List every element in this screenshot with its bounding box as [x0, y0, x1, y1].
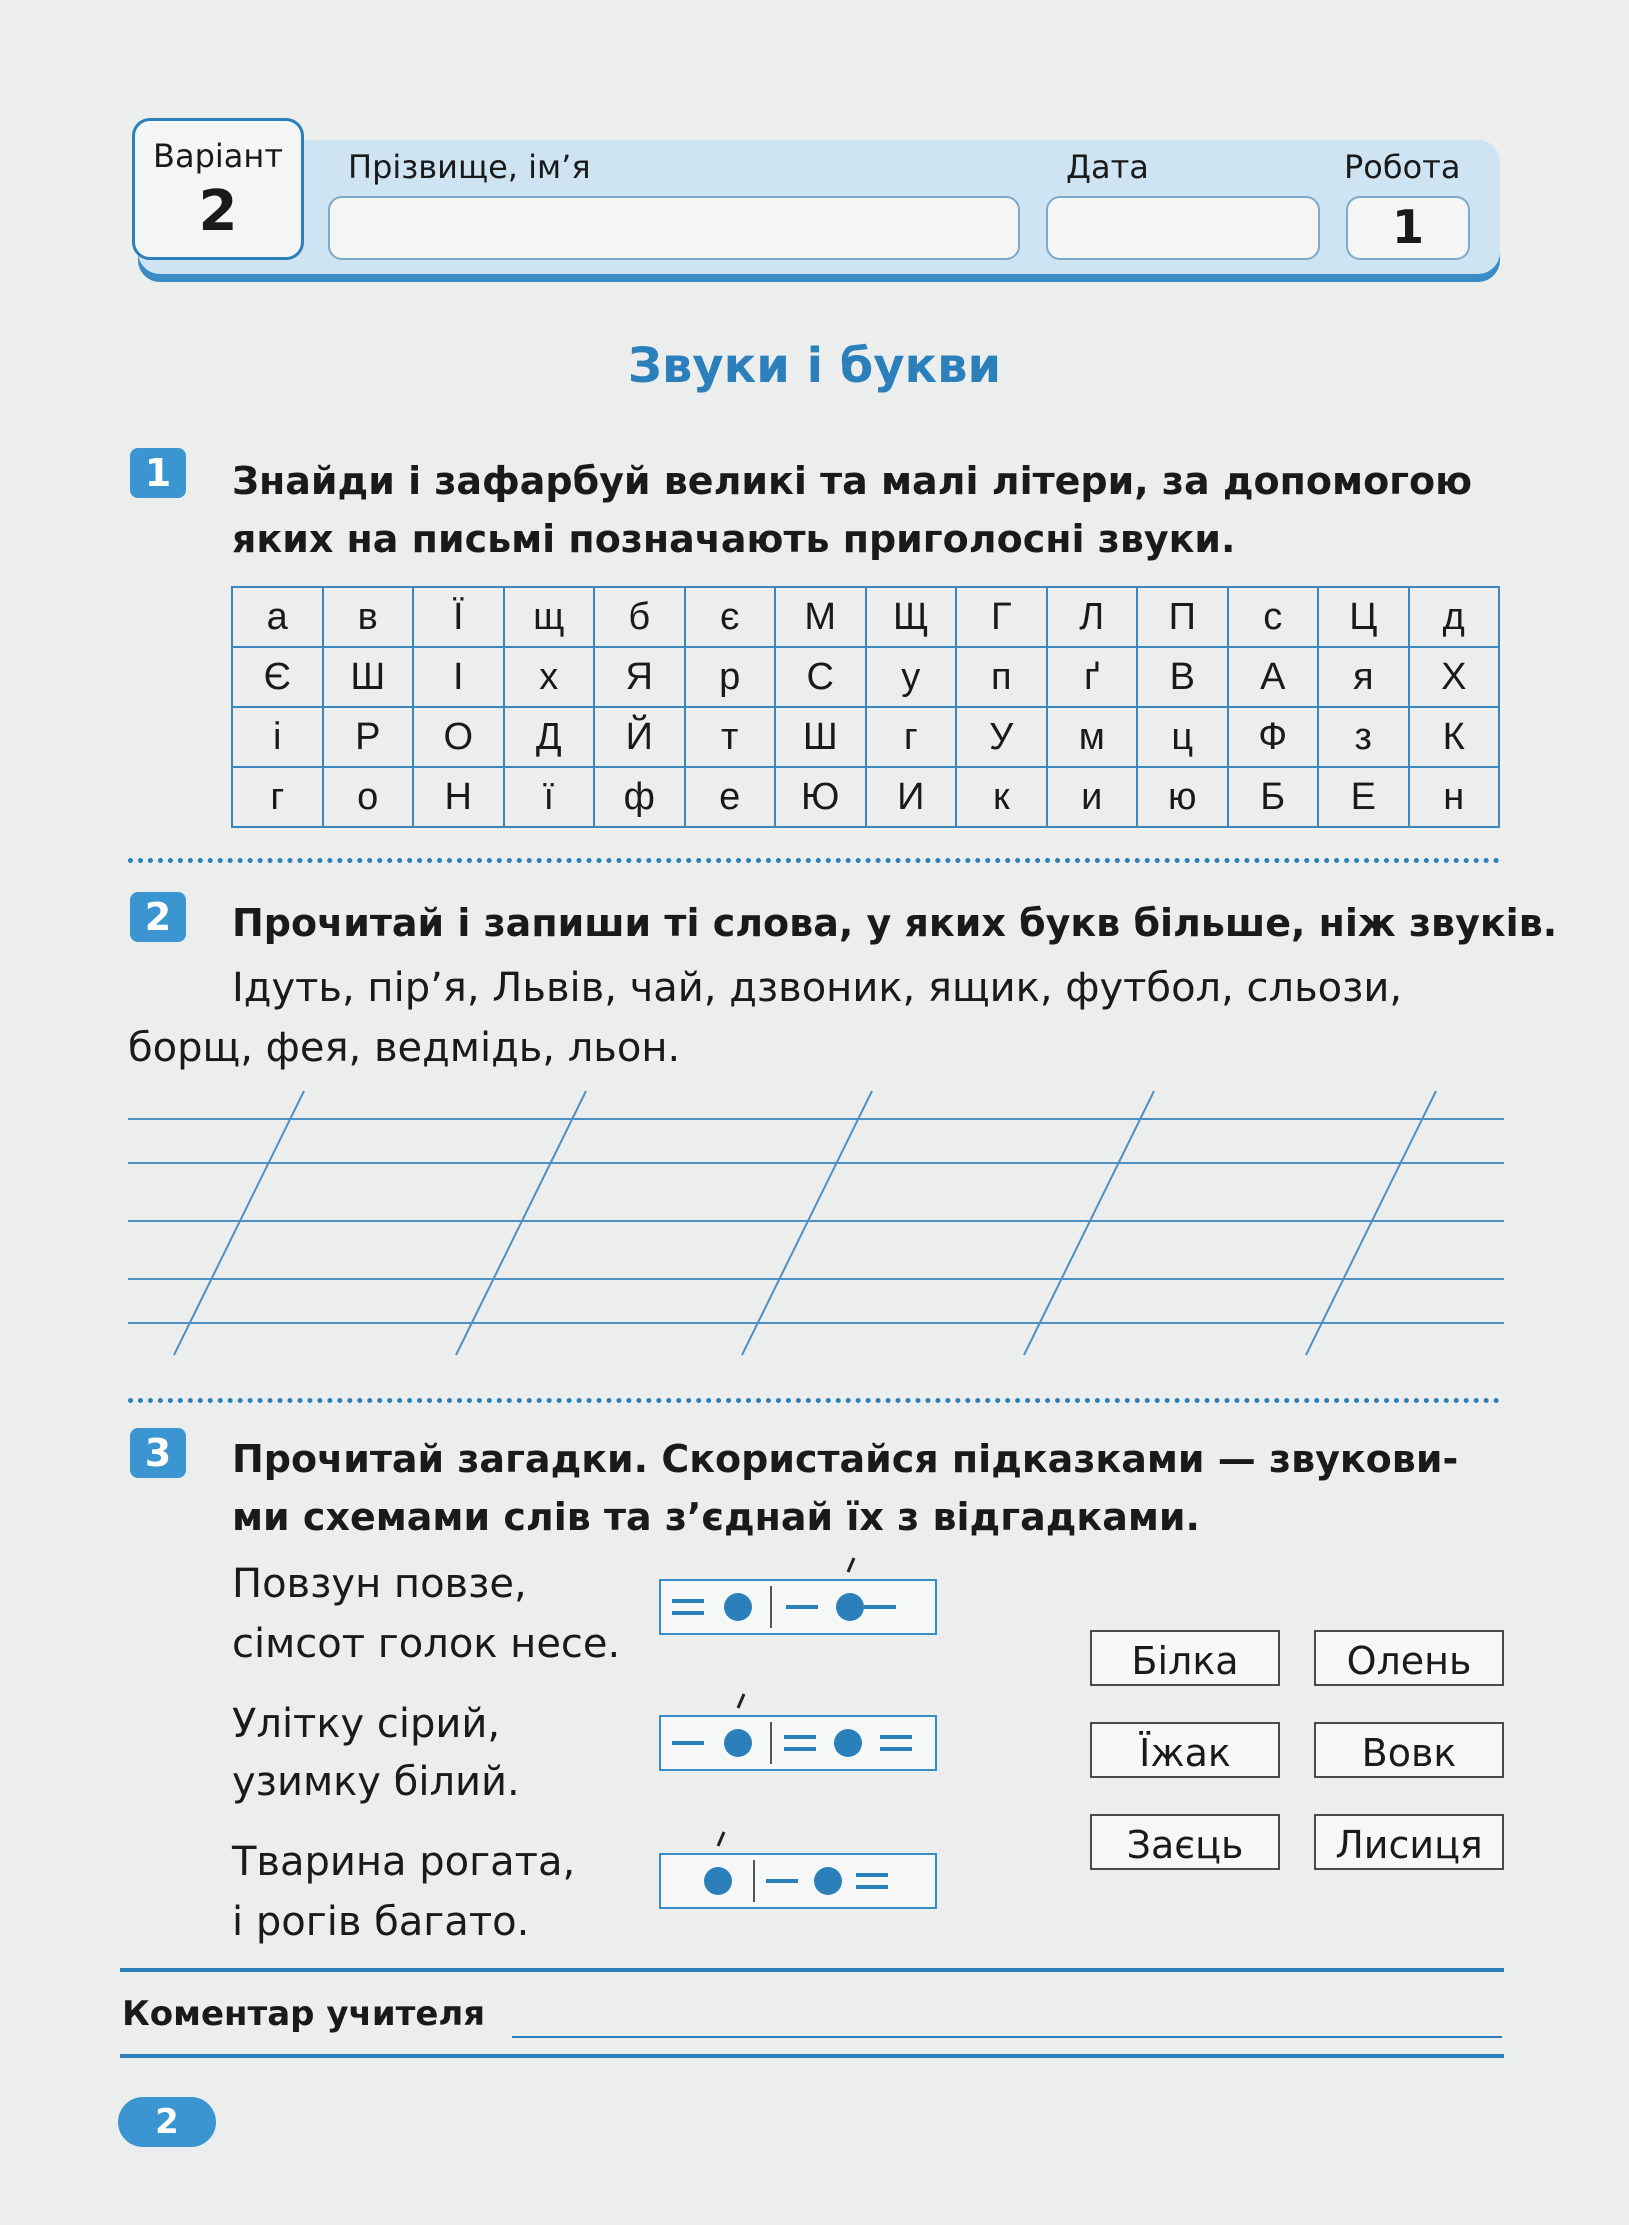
letter-cell[interactable]: Б: [1228, 767, 1319, 827]
answer-vovk[interactable]: Вовк: [1314, 1722, 1504, 1778]
letter-cell[interactable]: г: [232, 767, 323, 827]
date-label: Дата: [1066, 148, 1149, 186]
letter-cell[interactable]: Г: [956, 587, 1047, 647]
variant-label: Варіант: [153, 137, 283, 175]
letter-cell[interactable]: ц: [1137, 707, 1228, 767]
letter-cell[interactable]: а: [232, 587, 323, 647]
divider-1: [128, 858, 1500, 863]
letter-cell[interactable]: п: [956, 647, 1047, 707]
letter-cell[interactable]: І: [413, 647, 504, 707]
sound-scheme-2[interactable]: [658, 1692, 942, 1774]
letter-row: [232, 767, 1499, 827]
task1-instruction-line1: Знайди і зафарбуй великі та малі літери, за допомогою: [232, 459, 1473, 503]
letter-cell[interactable]: Ш: [323, 647, 414, 707]
letter-cell[interactable]: Л: [1047, 587, 1138, 647]
letter-cell[interactable]: О: [413, 707, 504, 767]
letter-cell[interactable]: є: [685, 587, 776, 647]
letter-row: [232, 647, 1499, 707]
sound-scheme-1[interactable]: [658, 1556, 942, 1638]
task2-words-line2: борщ, фея, ведмідь, льон.: [128, 1025, 681, 1071]
task3-number-badge: 3: [130, 1428, 186, 1478]
divider-2: [128, 1398, 1500, 1403]
letter-cell[interactable]: Ц: [1318, 587, 1409, 647]
riddle-1-line2: сімсот голок несе.: [232, 1621, 621, 1667]
work-number: 1: [1346, 196, 1470, 260]
letter-cell[interactable]: Я: [594, 647, 685, 707]
task1-instruction-line2: яких на письмі позначають приголосні звуки.: [232, 517, 1236, 561]
task1-number-badge: 1: [130, 448, 186, 498]
letter-cell[interactable]: х: [504, 647, 595, 707]
letter-row: [232, 587, 1499, 647]
letter-cell[interactable]: в: [323, 587, 414, 647]
letter-cell[interactable]: А: [1228, 647, 1319, 707]
riddle-3-line2: і рогів багато.: [232, 1899, 530, 1945]
letter-cell[interactable]: М: [775, 587, 866, 647]
letter-cell[interactable]: Й: [594, 707, 685, 767]
letter-cell[interactable]: В: [1137, 647, 1228, 707]
letter-cell[interactable]: Є: [232, 647, 323, 707]
letter-cell[interactable]: И: [866, 767, 957, 827]
work-label: Робота: [1344, 148, 1461, 186]
letter-cell[interactable]: з: [1318, 707, 1409, 767]
letter-cell[interactable]: щ: [504, 587, 595, 647]
letter-cell[interactable]: Ю: [775, 767, 866, 827]
letter-cell[interactable]: к: [956, 767, 1047, 827]
letter-cell[interactable]: ф: [594, 767, 685, 827]
letter-cell[interactable]: і: [232, 707, 323, 767]
task2-instruction: Прочитай і запиши ті слова, у яких букв більше, ніж звуків.: [232, 901, 1558, 945]
teacher-comment-line[interactable]: [512, 2036, 1502, 2038]
letter-cell[interactable]: т: [685, 707, 776, 767]
letter-cell[interactable]: Ї: [413, 587, 504, 647]
letter-cell[interactable]: г: [866, 707, 957, 767]
answer-lysytsia[interactable]: Лисиця: [1314, 1814, 1504, 1870]
letter-cell[interactable]: б: [594, 587, 685, 647]
letter-cell[interactable]: и: [1047, 767, 1138, 827]
letter-cell[interactable]: у: [866, 647, 957, 707]
letter-cell[interactable]: м: [1047, 707, 1138, 767]
letter-cell[interactable]: Е: [1318, 767, 1409, 827]
page-title: Звуки і букви: [627, 338, 1002, 394]
answer-writing-lines[interactable]: [128, 1085, 1504, 1365]
letter-table: [231, 586, 1500, 828]
letter-cell[interactable]: К: [1409, 707, 1500, 767]
sound-scheme-3[interactable]: [658, 1830, 942, 1912]
date-field[interactable]: [1046, 196, 1320, 260]
page-number: 2: [118, 2097, 216, 2147]
variant-number: 2: [198, 179, 238, 244]
footer-rule-top: [120, 1968, 1504, 1972]
teacher-comment-label: Коментар учителя: [122, 1994, 486, 2034]
letter-cell[interactable]: Ш: [775, 707, 866, 767]
answer-zaiets[interactable]: Заєць: [1090, 1814, 1280, 1870]
answer-yizhak[interactable]: Їжак: [1090, 1722, 1280, 1778]
letter-cell[interactable]: ї: [504, 767, 595, 827]
task2-number-badge: 2: [130, 892, 186, 942]
letter-row: [232, 707, 1499, 767]
letter-cell[interactable]: я: [1318, 647, 1409, 707]
letter-cell[interactable]: н: [1409, 767, 1500, 827]
footer-rule-bottom: [120, 2054, 1504, 2058]
letter-cell[interactable]: Ф: [1228, 707, 1319, 767]
variant-box: [132, 118, 304, 260]
letter-cell[interactable]: е: [685, 767, 776, 827]
riddle-2-line1: Улітку сірий,: [232, 1701, 501, 1747]
answer-bilka[interactable]: Білка: [1090, 1630, 1280, 1686]
letter-cell[interactable]: Р: [323, 707, 414, 767]
riddle-1-line1: Повзун повзе,: [232, 1561, 527, 1607]
task2-words-line1: Ідуть, пір’я, Львів, чай, дзвоник, ящик, футбол, сльози,: [232, 965, 1403, 1011]
riddle-2-line2: узимку білий.: [232, 1759, 520, 1805]
letter-cell[interactable]: с: [1228, 587, 1319, 647]
letter-cell[interactable]: о: [323, 767, 414, 827]
task3-instruction-line1: Прочитай загадки. Скористайся підказками — звукови-: [232, 1437, 1459, 1481]
letter-cell[interactable]: С: [775, 647, 866, 707]
letter-cell[interactable]: ю: [1137, 767, 1228, 827]
answer-olen[interactable]: Олень: [1314, 1630, 1504, 1686]
name-field[interactable]: [328, 196, 1020, 260]
letter-cell[interactable]: р: [685, 647, 776, 707]
letter-cell[interactable]: д: [1409, 587, 1500, 647]
letter-cell[interactable]: Д: [504, 707, 595, 767]
letter-cell[interactable]: Н: [413, 767, 504, 827]
name-label: Прізвище, ім’я: [348, 148, 591, 186]
riddle-3-line1: Тварина рогата,: [232, 1839, 576, 1885]
task3-instruction-line2: ми схемами слів та з’єднай їх з відгадками.: [232, 1495, 1200, 1539]
letter-cell[interactable]: Х: [1409, 647, 1500, 707]
letter-cell[interactable]: ґ: [1047, 647, 1138, 707]
letter-cell[interactable]: Щ: [866, 587, 957, 647]
letter-cell[interactable]: У: [956, 707, 1047, 767]
letter-cell[interactable]: П: [1137, 587, 1228, 647]
